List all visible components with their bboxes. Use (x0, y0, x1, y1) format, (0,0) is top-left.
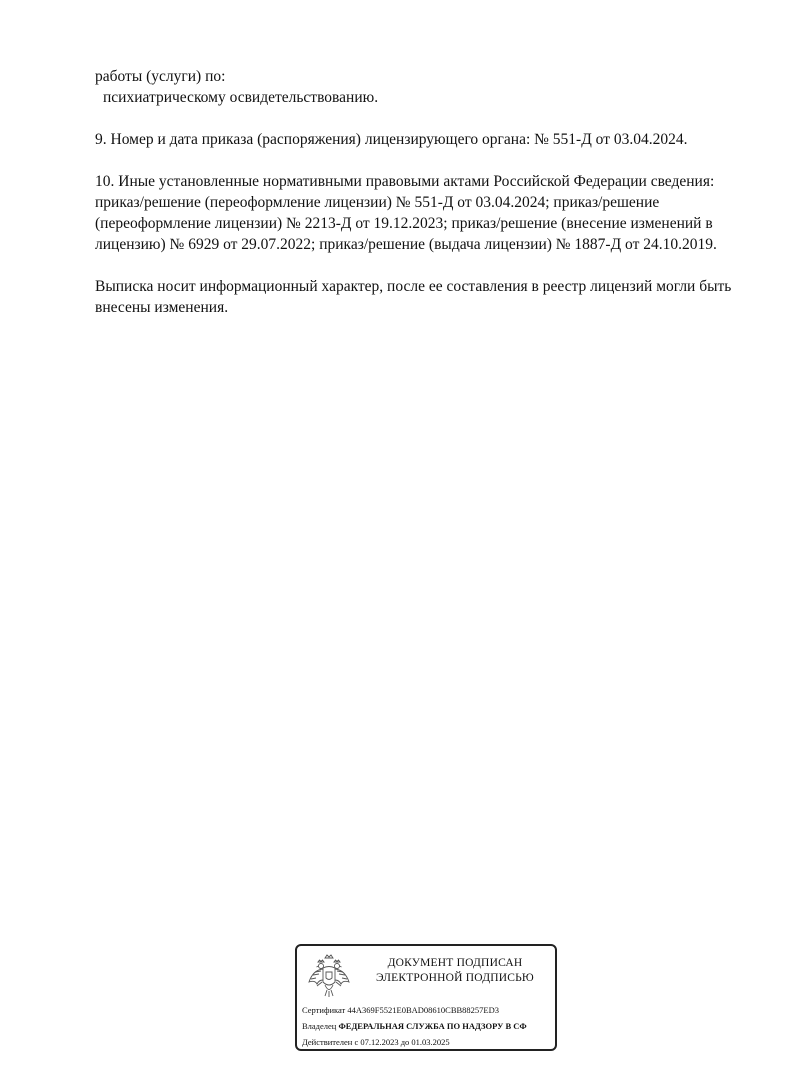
valid-label: Действителен (302, 1037, 353, 1047)
item-10-line-2: приказ/решение (переоформление лицензии) № 551-Д от 03.04.2024; приказ/решение (95, 194, 660, 211)
stamp-details (302, 1002, 554, 1050)
note-line-2: внесены изменения. (95, 299, 229, 316)
certificate-value: 44A369F5521E0BAD08610CBB88257ED3 (347, 1005, 499, 1015)
services-continuation (95, 66, 760, 108)
document-body (95, 66, 760, 339)
owner-value: ФЕДЕРАЛЬНАЯ СЛУЖБА ПО НАДЗОРУ В СФ (338, 1021, 527, 1031)
owner-label: Владелец (302, 1021, 337, 1031)
note-line-1: Выписка носит информационный характер, после ее составления в реестр лицензий могли быть (95, 278, 732, 295)
russian-coat-of-arms-icon (305, 952, 353, 1000)
stamp-title (357, 956, 553, 986)
item-9-order-number (95, 129, 760, 150)
item-10-line-3: (переоформление лицензии) № 2213-Д от 19.12.2023; приказ/решение (внесение изменений в (95, 215, 713, 232)
services-line-1: работы (услуги) по: (95, 68, 226, 85)
validity-row (302, 1034, 554, 1050)
item-10-line-1: 10. Иные установленные нормативными правовыми актами Российской Федерации сведения: (95, 173, 715, 190)
item-10-other-info (95, 171, 760, 255)
stamp-title-line-1: ДОКУМЕНТ ПОДПИСАН (387, 957, 523, 969)
certificate-label: Сертификат (302, 1005, 346, 1015)
item-10-line-4: лицензию) № 6929 от 29.07.2022; приказ/решение (выдача лицензии) № 1887-Д от 24.10.2019. (95, 236, 717, 253)
informational-note (95, 276, 760, 318)
services-line-2: психиатрическому освидетельствованию. (103, 89, 379, 106)
electronic-signature-stamp (295, 944, 557, 1051)
valid-value: с 07.12.2023 до 01.03.2025 (354, 1037, 450, 1047)
owner-row (302, 1018, 554, 1034)
stamp-title-line-2: ЭЛЕКТРОННОЙ ПОДПИСЬЮ (376, 972, 534, 984)
item-9-text: 9. Номер и дата приказа (распоряжения) лицензирующего органа: № 551-Д от 03.04.2024. (95, 131, 688, 148)
certificate-row (302, 1002, 554, 1018)
